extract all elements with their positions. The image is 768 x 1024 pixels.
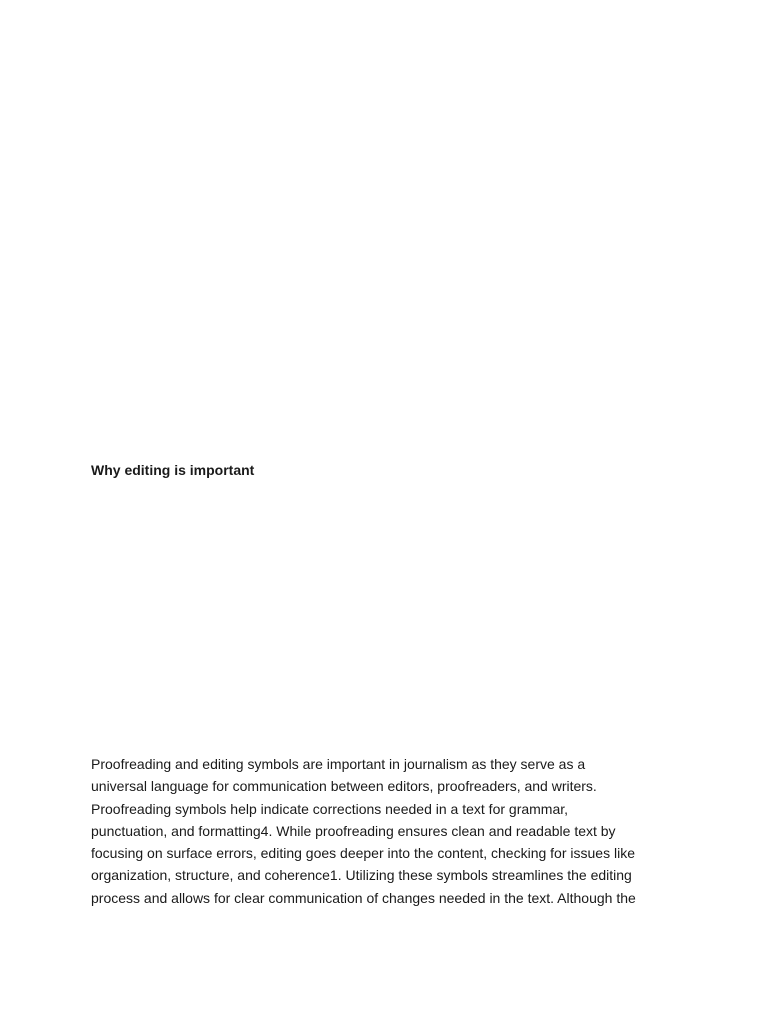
body-paragraph bbox=[91, 753, 691, 909]
paragraph-line: organization, structure, and coherence1. Utilizing these symbols streamlines the editing bbox=[91, 867, 632, 884]
paragraph-line: punctuation, and formatting4. While proofreading ensures clean and readable text by bbox=[91, 822, 616, 839]
paragraph-line: focusing on surface errors, editing goes deeper into the content, checking for issues like bbox=[91, 845, 635, 862]
paragraph-line: Proofreading symbols help indicate corrections needed in a text for grammar, bbox=[91, 800, 569, 817]
paragraph-line: Proofreading and editing symbols are important in journalism as they serve as a bbox=[91, 756, 586, 772]
paragraph-line: process and allows for clear communication of changes needed in the text. Although the bbox=[91, 889, 636, 906]
paragraph-line: universal language for communication between editors, proofreaders, and writers. bbox=[91, 778, 597, 795]
section-heading: Why editing is important bbox=[91, 462, 255, 478]
